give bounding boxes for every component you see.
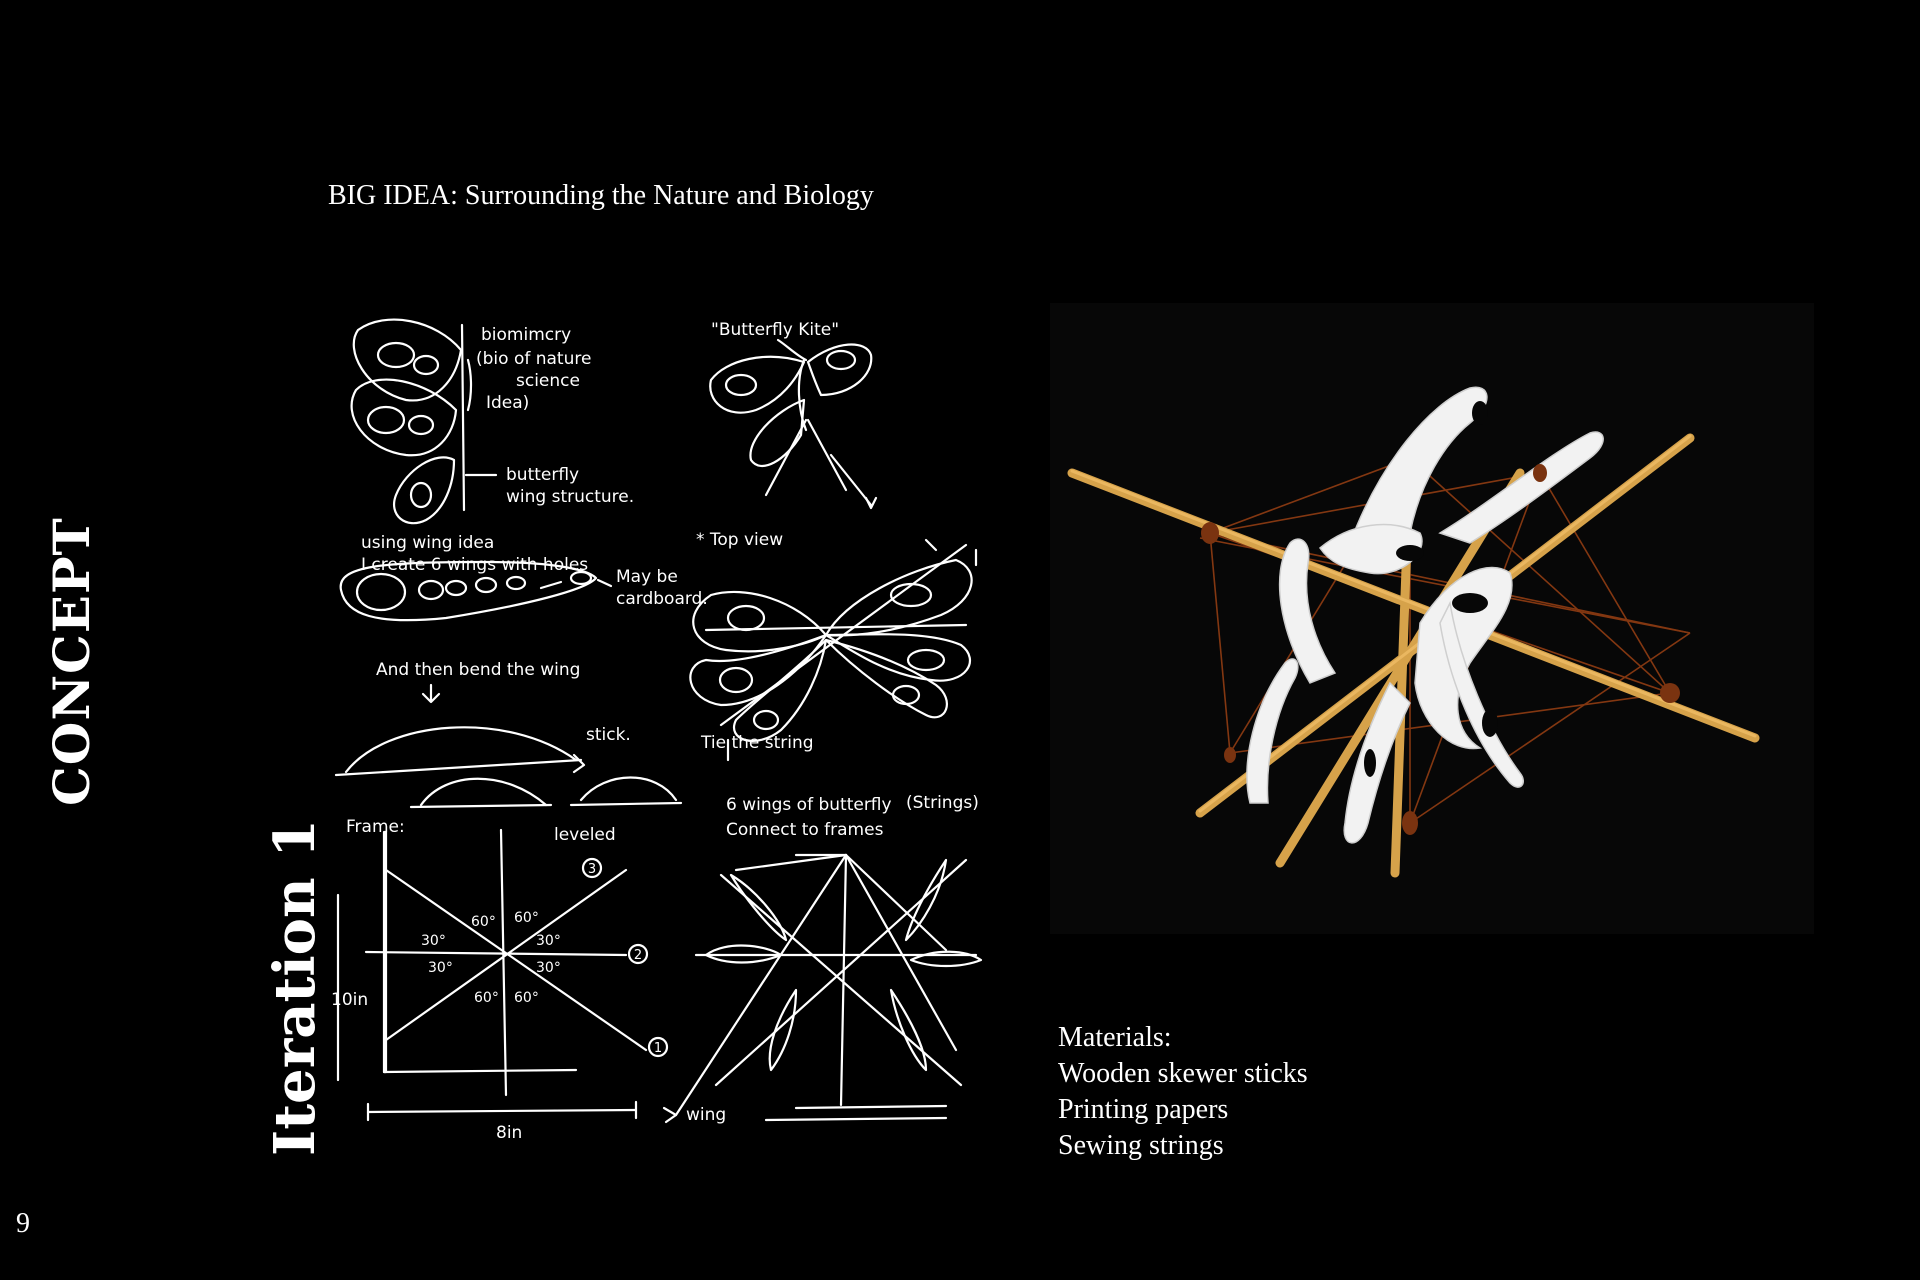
note-top-view: * Top view — [696, 530, 784, 550]
angle-label: 60° — [474, 990, 499, 1006]
note-using-wing-idea: using wing idea — [361, 533, 495, 553]
model-photo — [1050, 303, 1814, 934]
bend-wing-sketch — [336, 685, 681, 807]
note-leveled: leveled — [554, 825, 616, 845]
note-butterfly-kite: "Butterfly Kite" — [711, 320, 840, 340]
angle-label: 30° — [428, 960, 453, 976]
page-number: 9 — [16, 1208, 30, 1239]
frame-diagram-sketch — [338, 830, 667, 1120]
note-frame: Frame: — [346, 817, 405, 837]
angle-label: 30° — [421, 933, 446, 949]
top-view-butterfly-sketch — [690, 540, 976, 760]
six-wings-sketch — [664, 855, 981, 1122]
iteration-label: Iteration 1 — [262, 818, 328, 1156]
note-connect-to-frames: Connect to frames — [726, 820, 884, 840]
note-stick: stick. — [586, 725, 631, 745]
note-strings: (Strings) — [906, 793, 979, 813]
angle-label: 30° — [536, 960, 561, 976]
note-six-wings: I create 6 wings with holes — [361, 555, 589, 575]
note-may-be: May be — [616, 567, 678, 587]
angle-label: 60° — [514, 910, 539, 926]
section-label-concept: CONCEPT — [42, 517, 101, 806]
note-six-wings-of-butterfly: 6 wings of butterfly — [726, 795, 892, 815]
note-bio-of-nature: (bio of nature — [476, 349, 592, 369]
angle-label: 30° — [536, 933, 561, 949]
note-bend-the-wing: And then bend the wing — [376, 660, 581, 680]
material-item: Printing papers — [1058, 1094, 1229, 1125]
wing-study-sketch — [352, 320, 496, 524]
materials-heading: Materials: — [1058, 1022, 1172, 1053]
circled-number: 1 — [653, 1041, 663, 1056]
note-wing-structure: wing structure. — [506, 487, 635, 507]
note-tie-the-string: Tie the string — [701, 733, 814, 753]
note-10in: 10in — [331, 990, 369, 1010]
angle-label: 60° — [471, 914, 496, 930]
materials-list — [1058, 1020, 1308, 1164]
circled-number: 3 — [587, 862, 597, 877]
note-wing: wing — [686, 1105, 727, 1125]
circled-number: 2 — [633, 948, 643, 963]
material-item: Wooden skewer sticks — [1058, 1058, 1308, 1089]
big-idea-heading: BIG IDEA: Surrounding the Nature and Biology — [328, 180, 874, 211]
note-butterfly: butterfly — [506, 465, 580, 485]
note-idea: Idea) — [486, 393, 530, 413]
material-item: Sewing strings — [1058, 1130, 1224, 1161]
butterfly-kite-sketch — [710, 340, 876, 508]
angle-label: 60° — [514, 990, 539, 1006]
note-cardboard: cardboard. — [616, 589, 708, 609]
note-biomimicry: biomimcry — [481, 325, 572, 345]
note-8in: 8in — [496, 1123, 523, 1143]
note-science: science — [516, 371, 580, 391]
concept-sketch — [326, 300, 1036, 1146]
